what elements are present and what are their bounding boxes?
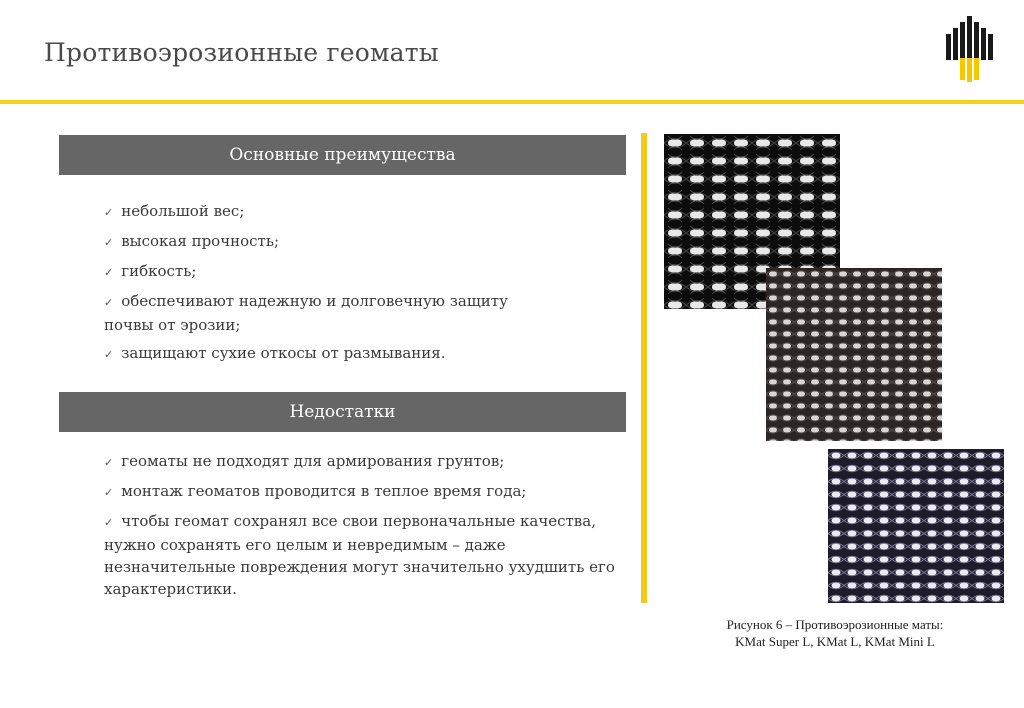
figure-caption: Рисунок 6 – Противоэрозионные маты: KMat Super L, KMat L, KMat Mini L xyxy=(726,617,944,649)
check-icon: ✓ xyxy=(104,456,114,469)
geomat-image-l xyxy=(766,268,942,441)
list-item: ✓ монтаж геоматов проводится в теплое время года; xyxy=(104,482,527,500)
advantages-header: Основные преимущества xyxy=(59,135,626,175)
page-title: Противоэрозионные геоматы xyxy=(44,38,439,67)
list-item: ✓ обеспечивают надежную и долговечную защиту почвы от эрозии; xyxy=(104,292,508,334)
list-item: ✓ защищают сухие откосы от размывания. xyxy=(104,344,446,362)
disadvantages-list xyxy=(104,450,624,606)
check-icon: ✓ xyxy=(104,266,114,279)
check-icon: ✓ xyxy=(104,348,114,361)
advantages-list xyxy=(104,200,534,372)
disadvantages-header: Недостатки xyxy=(59,392,626,432)
check-icon: ✓ xyxy=(104,236,114,249)
list-item: ✓ небольшой вес; xyxy=(104,202,245,220)
vertical-divider xyxy=(641,133,647,603)
geomat-image-mini-l xyxy=(828,449,1004,603)
list-item: ✓ гибкость; xyxy=(104,262,197,280)
check-icon: ✓ xyxy=(104,486,114,499)
check-icon: ✓ xyxy=(104,516,114,529)
check-icon: ✓ xyxy=(104,296,114,309)
top-divider xyxy=(0,100,1024,104)
list-item: ✓ чтобы геомат сохранял все свои первоначальные качества, нужно сохранять его целым и невредимым – даже незначительные повреждения могут значительно ухудшить его характеристики. xyxy=(104,512,615,598)
list-item: ✓ высокая прочность; xyxy=(104,232,280,250)
company-logo-icon xyxy=(944,12,1000,84)
check-icon: ✓ xyxy=(104,206,114,219)
list-item: ✓ геоматы не подходят для армирования грунтов; xyxy=(104,452,505,470)
